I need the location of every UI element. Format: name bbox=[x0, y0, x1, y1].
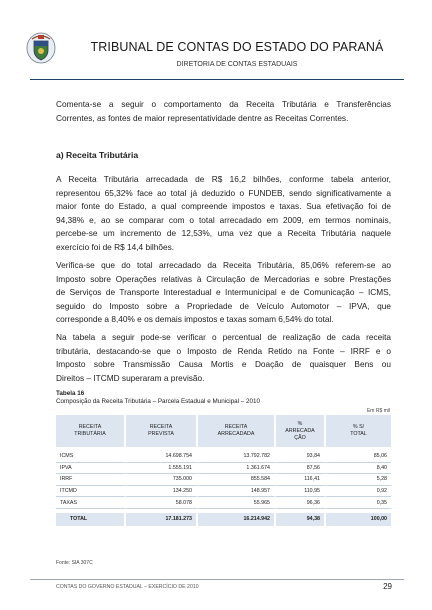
table-cell: ICMS bbox=[56, 451, 126, 463]
table-cell: IPVA bbox=[56, 463, 126, 475]
table-cell: 14.698.754 bbox=[126, 451, 198, 463]
page-number: 29 bbox=[383, 582, 392, 591]
page-header-title: TRIBUNAL DE CONTAS DO ESTADO DO PARANÁ bbox=[90, 40, 384, 54]
table-cell: 8,40 bbox=[326, 463, 391, 475]
table-cell: 93,84 bbox=[276, 451, 326, 463]
col-header: RECEITA TRIBUTÁRIA bbox=[56, 415, 126, 447]
table-cell: 17.181.273 bbox=[126, 513, 198, 526]
table-cell: 0,35 bbox=[326, 497, 391, 509]
table-cell: 96,36 bbox=[276, 497, 326, 509]
table-cell: 16.214.942 bbox=[198, 513, 276, 526]
text-line: Na tabela a seguir pode-se verificar o percentual de realização de cada receita bbox=[56, 332, 391, 342]
paragraph-2 bbox=[56, 259, 391, 327]
table-caption: Composição da Receita Tributária – Parcela Estadual e Municipal – 2010 bbox=[56, 398, 261, 405]
text-line: percebe-se um incremento de 12,53%, uma vez que a Receita Tributária naquele bbox=[56, 228, 391, 238]
text-line: Comenta-se a seguir o comportamento da Receita Tributária e Transferências bbox=[56, 99, 391, 109]
text-line: 94,38% e, ao se comparar com o total arrecadado em 2009, em termos nominais, bbox=[56, 214, 391, 225]
section-title: a) Receita Tributária bbox=[56, 150, 139, 160]
table-header-row bbox=[56, 415, 391, 447]
table-cell: 100,00 bbox=[326, 513, 391, 526]
col-header: % ARRECADA ÇÃO bbox=[276, 415, 326, 447]
paragraph-1 bbox=[56, 173, 391, 254]
table-row bbox=[56, 486, 391, 498]
table-unit: Em R$ mil bbox=[366, 408, 390, 414]
col-header: % S/ TOTAL bbox=[326, 415, 391, 447]
table-row bbox=[56, 463, 391, 475]
revenue-table bbox=[56, 415, 391, 526]
table-row bbox=[56, 474, 391, 486]
table-row bbox=[56, 451, 391, 463]
table-cell: 55.965 bbox=[198, 497, 276, 509]
table-cell: 58.078 bbox=[126, 497, 198, 509]
table-cell: 735.000 bbox=[126, 474, 198, 486]
table-source: Fonte: SIA 307C bbox=[56, 560, 93, 566]
table-cell: 855.584 bbox=[198, 474, 276, 486]
table-cell: 148.957 bbox=[198, 486, 276, 498]
text-line: Verifica-se que do total arrecadado da Receita Tributária, 85,06% referem-se ao bbox=[56, 260, 391, 270]
text-line: exercício foi de R$ 14,4 bilhões. bbox=[56, 241, 175, 252]
text-line: corresponde a 8,40% e os demais impostos e taxas somam 6,54% do total. bbox=[56, 314, 334, 324]
table-cell: 94,38 bbox=[276, 513, 326, 526]
table-cell: TAXAS bbox=[56, 497, 126, 509]
header-divider bbox=[30, 79, 404, 80]
table-cell: 1.555.191 bbox=[126, 463, 198, 475]
text-line: seguido do Imposto sobre a Propriedade de Veículo Automotor – IPVA, que bbox=[56, 300, 391, 311]
table-cell: TOTAL bbox=[56, 513, 126, 526]
text-line: Imposto sobre Operações relativas à Circulação de Mercadorias e sobre Prestações bbox=[56, 273, 391, 284]
table-cell: ITCMD bbox=[56, 486, 126, 498]
table-cell: 134.250 bbox=[126, 486, 198, 498]
text-line: Correntes, as fontes de maior representatividade dentre as Receitas Correntes. bbox=[56, 112, 349, 123]
text-line: tributária, destacando-se que o Imposto de Renda Retido na Fonte – IRRF e o bbox=[56, 345, 391, 356]
text-line: representou 65,32% face ao total já deduzido o FUNDEB, sendo significativamente a bbox=[56, 187, 391, 198]
table-cell: 87,56 bbox=[276, 463, 326, 475]
text-line: Direitos – ITCMD superaram a previsão. bbox=[56, 372, 205, 383]
table-cell: 110,95 bbox=[276, 486, 326, 498]
table-cell: 5,28 bbox=[326, 474, 391, 486]
col-header: RECEITA ARRECADADA bbox=[198, 415, 276, 447]
parana-coat-of-arms-icon bbox=[26, 32, 56, 64]
table-cell: 116,41 bbox=[276, 474, 326, 486]
table-row bbox=[56, 497, 391, 509]
text-line: maior fonte do Estado, a qual compreende impostos e taxas. Sua efetivação foi de bbox=[56, 201, 391, 211]
table-cell: 1.361.674 bbox=[198, 463, 276, 475]
text-line: Imposto sobre Transmissão Causa Mortis e Doação de quaisquer Bens ou bbox=[56, 359, 391, 369]
page-header-subtitle: DIRETORIA DE CONTAS ESTADUAIS bbox=[176, 61, 298, 68]
intro-paragraph bbox=[56, 98, 391, 125]
table-cell: 0,92 bbox=[326, 486, 391, 498]
col-header: RECEITA PREVISTA bbox=[126, 415, 198, 447]
table-cell: 85,06 bbox=[326, 451, 391, 463]
text-line: de Serviços de Transporte Interestadual e Intermunicipal e de Comunicação – ICMS, bbox=[56, 287, 391, 297]
table-cell: IRRF bbox=[56, 474, 126, 486]
table-total-row bbox=[56, 513, 391, 526]
footer-divider bbox=[30, 579, 404, 580]
table-cell: 13.792.782 bbox=[198, 451, 276, 463]
paragraph-3 bbox=[56, 331, 391, 385]
footer-text: CONTAS DO GOVERNO ESTADUAL – EXERCÍCIO DE 2010 bbox=[56, 584, 199, 590]
table-number: Tabela 16 bbox=[56, 390, 85, 397]
text-line: A Receita Tributária arrecadada de R$ 16,2 bilhões, conforme tabela anterior, bbox=[56, 174, 391, 184]
